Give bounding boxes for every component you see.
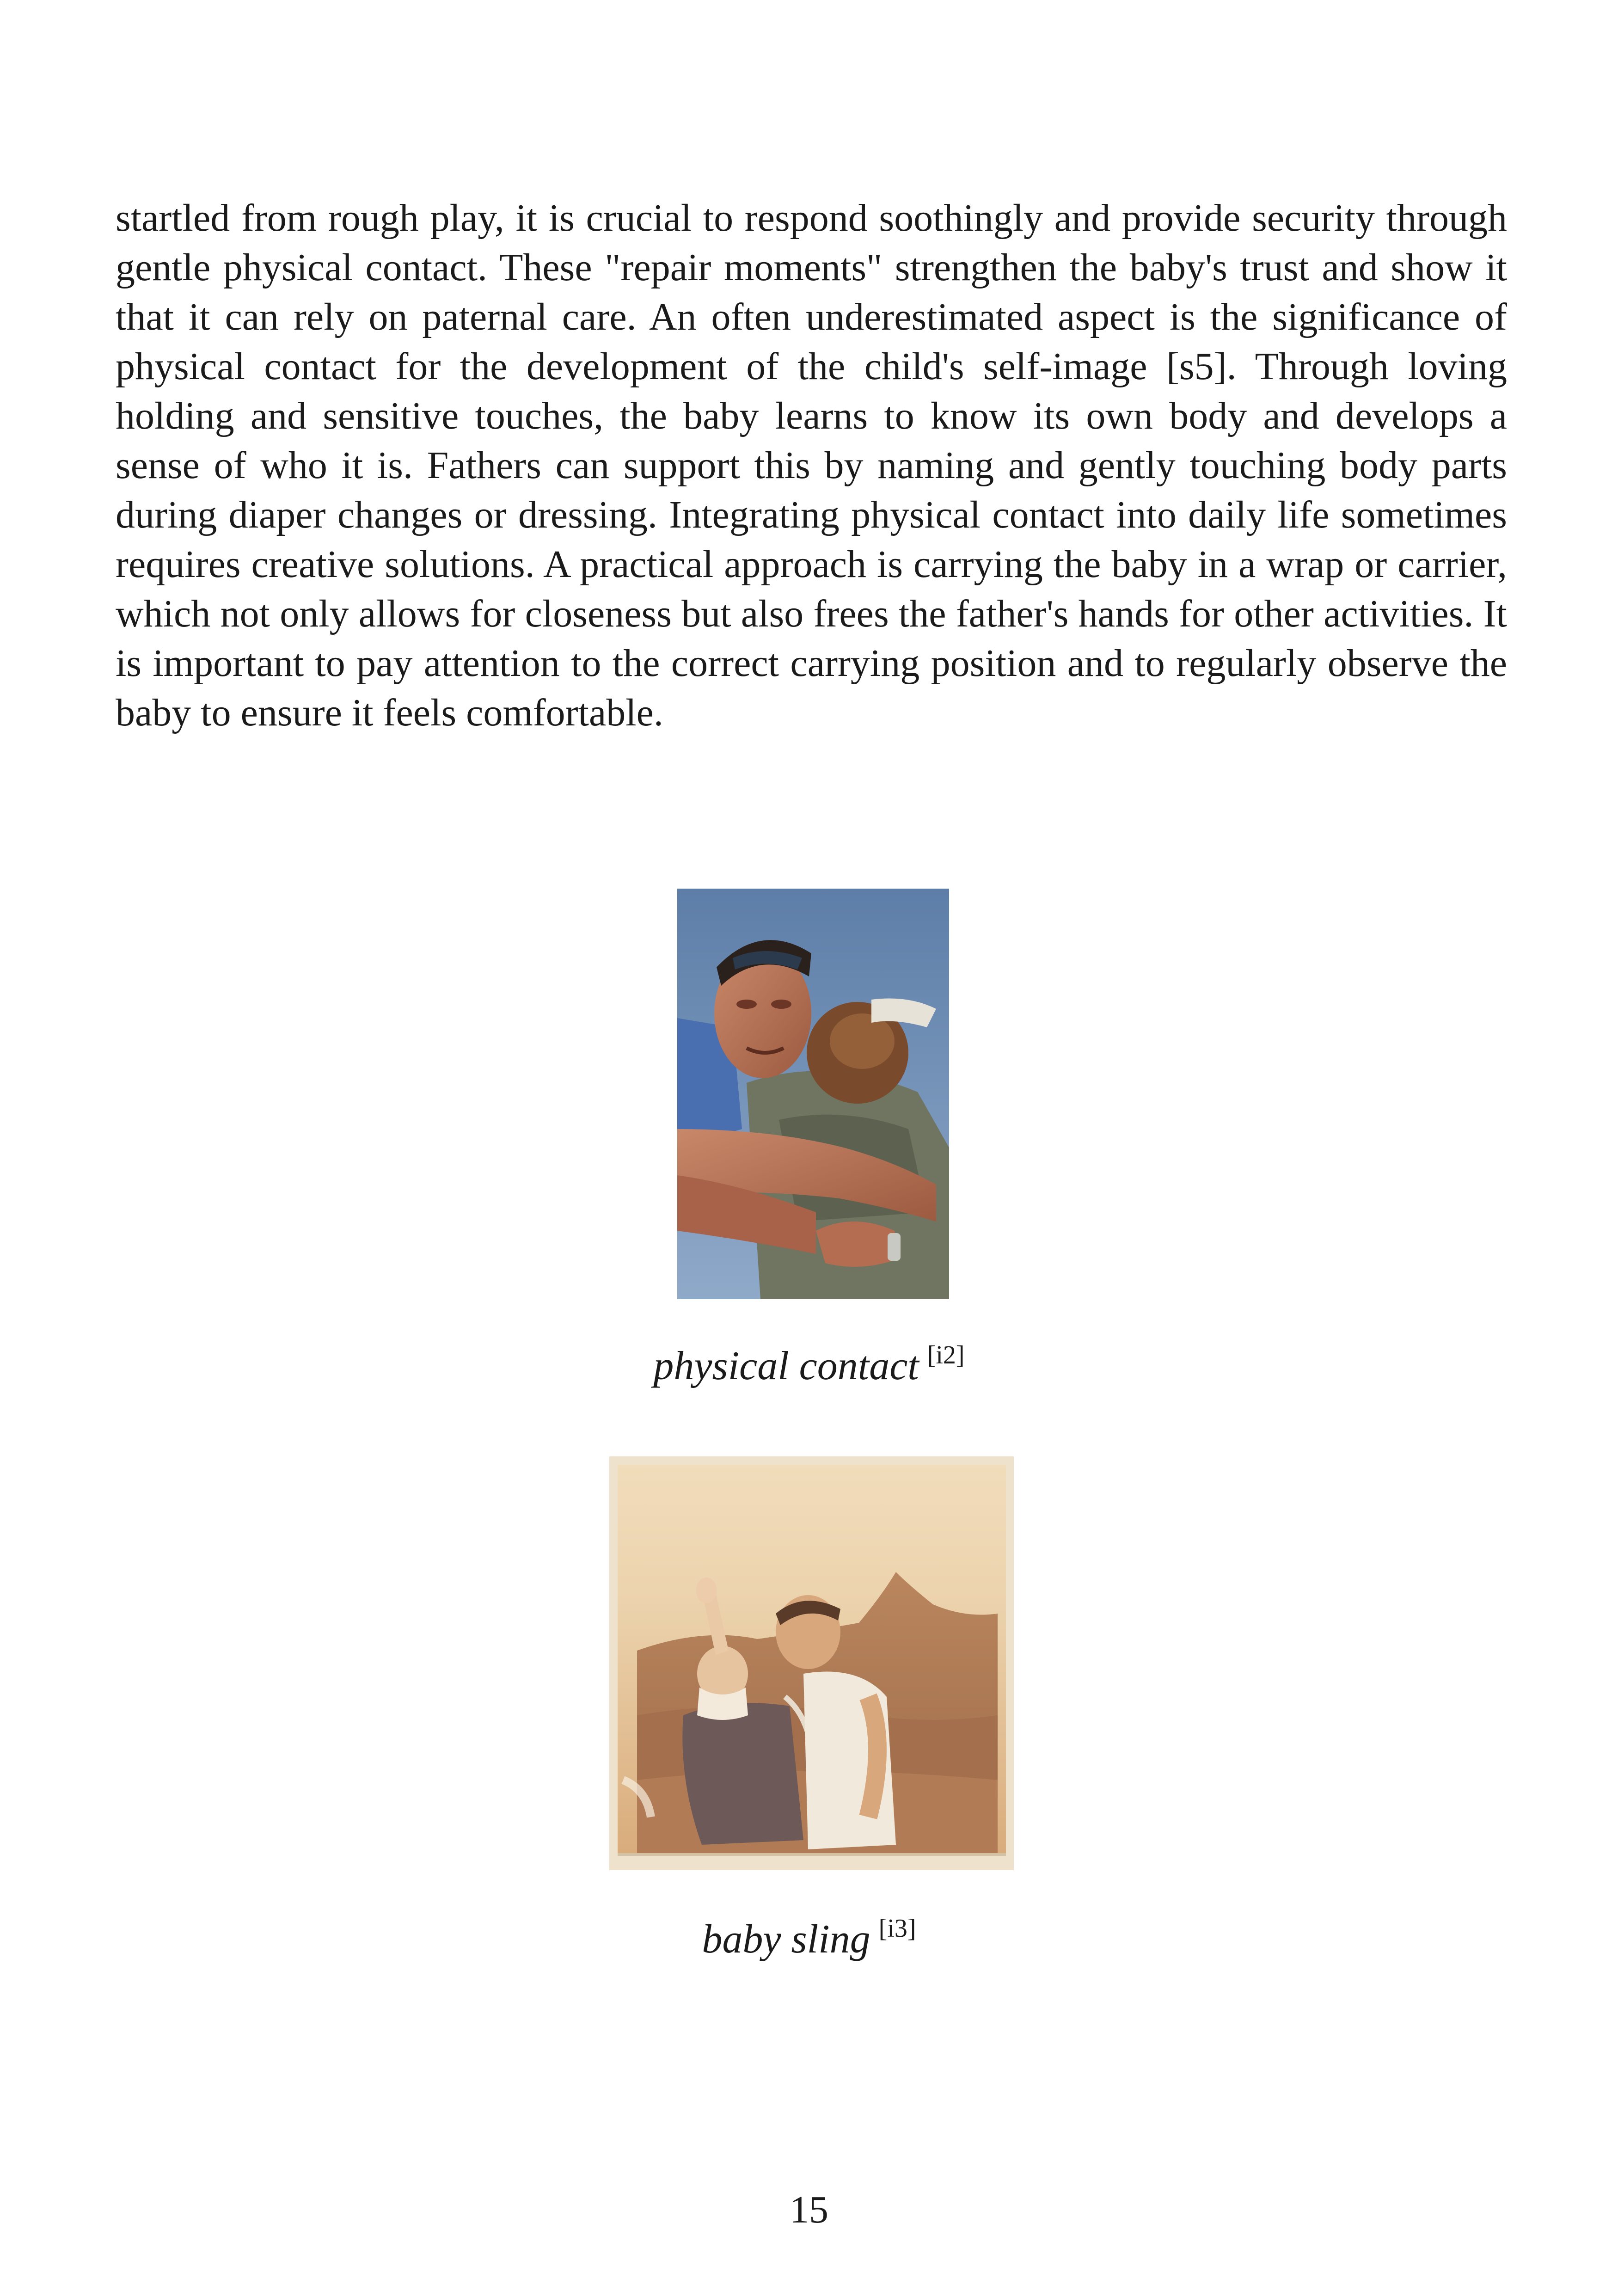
caption-text: physical contact — [653, 1344, 919, 1388]
figure-caption-baby-sling — [0, 1916, 1618, 1963]
father-baby-carrier-photo-icon — [609, 1456, 1014, 1870]
caption-text: baby sling — [702, 1917, 870, 1962]
image-reference: [i2] — [927, 1341, 965, 1369]
figure-photo-baby-sling — [609, 1456, 1014, 1870]
figure-caption-physical-contact — [0, 1343, 1618, 1389]
father-embrace-photo-icon — [677, 889, 949, 1299]
page-number: 15 — [790, 2188, 828, 2231]
figure-photo-physical-contact — [677, 889, 949, 1299]
body-paragraph: startled from rough play, it is crucial to respond soothingly and provide security through gentle physical contact. These "repair moments" strengthen the baby's trust and show it that it can rely on paternal care. An often underestimated aspect is the significance of physical contact for the development of the child's self-image [s5]. Through loving holding and sensitive touches, the baby learns to know its own body and develops a sense of who it is. Fathers can support this by naming and gently touching body parts during diaper changes or dressing. Integrating physical contact into daily life sometimes requires creative solutions. A practical approach is carrying the baby in a wrap or carrier, which not only allows for closeness but also frees the father's hands for other activities. It is important to pay attention to the correct carrying position and to regularly observe the baby to ensure it feels comfortable. — [116, 196, 1507, 734]
image-reference: [i3] — [878, 1914, 916, 1943]
